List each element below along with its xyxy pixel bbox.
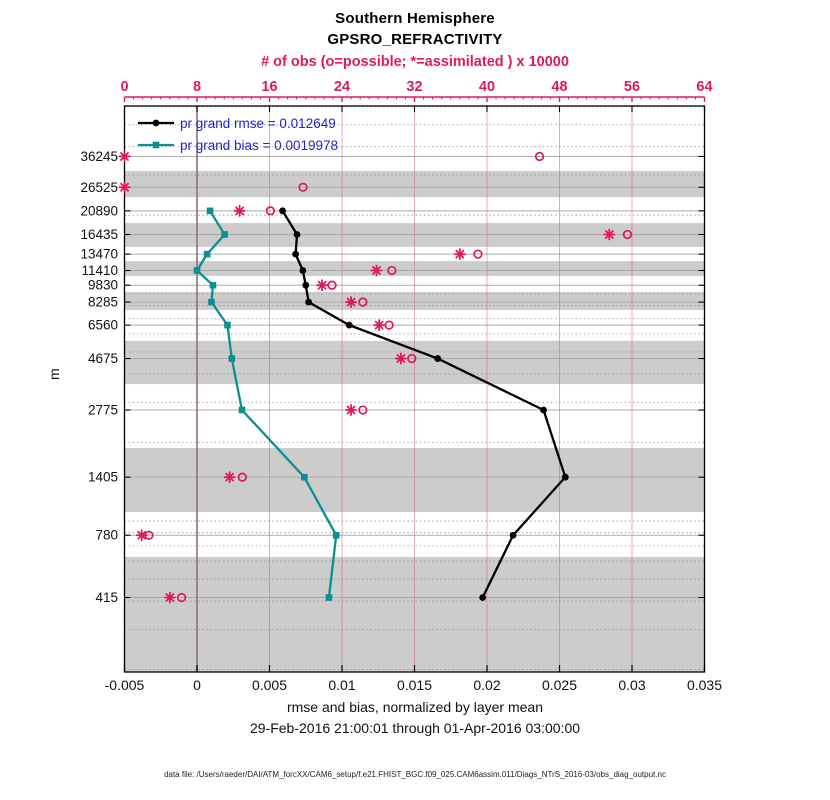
bias-point (229, 355, 236, 362)
bias-point (207, 208, 214, 215)
assimilated-marker (604, 229, 614, 239)
rmse-point (479, 594, 486, 601)
y-tick-label: 36245 (80, 148, 118, 164)
top-axis-label: # of obs (o=possible; *=assimilated ) x 10000 (261, 54, 569, 70)
y-tick-label: 20890 (80, 203, 118, 219)
bottom-tick-label: -0.005 (104, 677, 145, 693)
bias-line-swatch (136, 137, 176, 153)
assimilated-marker (165, 593, 175, 603)
top-tick-label: 8 (192, 79, 202, 95)
rmse-point (302, 282, 309, 289)
assimilated-marker (346, 297, 356, 307)
top-tick-label: 64 (696, 79, 713, 95)
y-tick-label: 415 (95, 590, 118, 605)
rmse-line-swatch (136, 115, 176, 131)
bias-swatch (136, 137, 176, 153)
rmse-point (510, 532, 517, 539)
y-tick-label: 8285 (87, 294, 118, 310)
rmse-swatch-marker (153, 120, 160, 127)
rmse-point (279, 207, 286, 214)
bias-point (194, 267, 201, 274)
x-axis-label: rmse and bias, normalized by layer mean (286, 699, 543, 715)
assimilated-marker (317, 280, 327, 290)
chart-subtitle: GPSRO_REFRACTIVITY (327, 31, 503, 48)
legend-label-bias: pr grand bias = 0.0019978 (180, 137, 338, 153)
top-tick-label: 56 (623, 79, 641, 95)
rmse-point (292, 251, 299, 258)
bias-point (239, 407, 246, 414)
chart-legend (136, 112, 338, 156)
rmse-point (294, 231, 301, 238)
bottom-tick-label: 0.03 (618, 677, 646, 693)
rmse-point (434, 355, 441, 362)
assimilated-marker (120, 182, 130, 192)
y-axis-label: m (46, 368, 62, 380)
bias-point (204, 251, 211, 258)
bias-point (301, 474, 308, 481)
top-tick-label: 24 (333, 79, 351, 95)
bias-point (208, 299, 215, 306)
legend-label-rmse: pr grand rmse = 0.012649 (180, 115, 336, 131)
assimilated-marker (225, 472, 235, 482)
bias-point (326, 594, 333, 601)
assimilated-marker (374, 320, 384, 330)
bias-point (333, 532, 340, 539)
bottom-tick-label: 0.015 (396, 677, 433, 693)
y-tick-label: 9830 (87, 277, 118, 293)
y-tick-label: 1405 (87, 469, 118, 485)
y-tick-label: 2775 (87, 402, 118, 418)
top-tick-label: 32 (406, 79, 423, 95)
top-tick-label: 16 (261, 79, 278, 95)
y-tick-label: 26525 (80, 179, 118, 195)
bottom-tick-label: 0.005 (251, 677, 288, 693)
assimilated-marker (455, 249, 465, 259)
assimilated-marker (235, 206, 245, 216)
legend-row-rmse (136, 112, 338, 134)
y-tick-label: 780 (95, 527, 118, 543)
legend-row-bias (136, 134, 338, 156)
bias-point (210, 282, 217, 289)
y-tick-label: 16435 (80, 226, 118, 242)
assimilated-marker (346, 405, 356, 415)
bias-point (221, 231, 228, 238)
data-file-footnote: data file: /Users/raeder/DAI/ATM_forcXX/CAM6_setup/f.e21.FHIST_BGC.f09_025.CAM6assim.011/Diags_NTrS_2016-03/obs_diag_output.nc (164, 770, 666, 779)
bias-point (224, 322, 231, 329)
assimilated-marker (396, 354, 406, 364)
y-tick-label: 6560 (87, 317, 118, 333)
rmse-point (299, 267, 306, 274)
date-range-label: 29-Feb-2016 21:00:01 through 01-Apr-2016 03:00:00 (249, 720, 581, 736)
y-tick-label: 11410 (81, 263, 118, 279)
bottom-tick-label: 0.02 (473, 677, 501, 693)
y-tick-label: 13470 (80, 246, 118, 262)
top-tick-label: 48 (551, 79, 568, 95)
bottom-tick-label: 0 (193, 677, 201, 693)
rmse-point (346, 322, 353, 329)
rmse-point (540, 407, 547, 414)
assimilated-marker (120, 151, 130, 161)
rmse-swatch (136, 115, 176, 131)
bottom-tick-label: 0.025 (541, 677, 578, 693)
chart-title: Southern Hemisphere (335, 10, 495, 27)
rmse-point (305, 299, 312, 306)
top-tick-label: 40 (478, 79, 496, 95)
bottom-tick-label: 0.035 (686, 677, 723, 693)
bottom-tick-label: 0.01 (328, 677, 356, 693)
y-tick-label: 4675 (87, 351, 118, 367)
assimilated-marker (371, 266, 381, 276)
bias-swatch-marker (153, 142, 160, 149)
top-tick-label: 0 (120, 79, 129, 95)
rmse-point (562, 474, 569, 481)
